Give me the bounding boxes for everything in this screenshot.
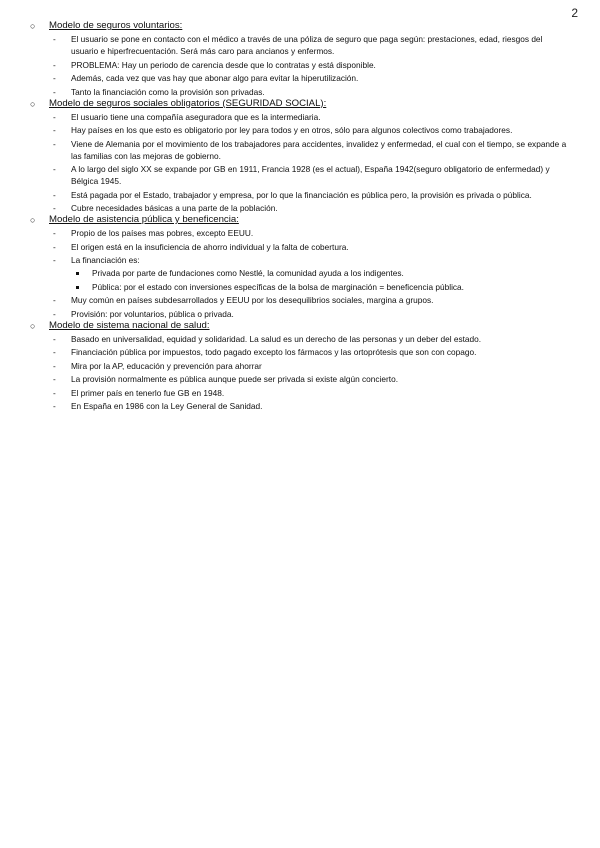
dash-bullet-icon: - bbox=[53, 189, 56, 200]
dash-bullet-icon: - bbox=[53, 360, 56, 371]
circle-bullet-icon: ○ bbox=[30, 98, 36, 109]
section-seguros-sociales bbox=[0, 98, 600, 214]
list-item: - En España en 1986 con la Ley General de Sanidad. bbox=[53, 400, 263, 411]
list-item: - El origen está en la insuficiencia de ahorro individual y la falta de cobertura. bbox=[53, 241, 349, 252]
section-title: Modelo de seguros sociales obligatorios (SEGURIDAD SOCIAL): bbox=[49, 97, 327, 109]
list-item: - La financiación es: bbox=[53, 255, 140, 266]
sub-list-item: Pública: por el estado con inversiones específicas de la bolsa de marginación = beneficencia pública. bbox=[0, 281, 600, 293]
page-number: 2 bbox=[571, 6, 578, 20]
list-item: - Propio de los países mas pobres, excepto EEUU. bbox=[53, 228, 254, 239]
dash-bullet-icon: - bbox=[53, 295, 56, 306]
section-heading bbox=[0, 98, 600, 110]
dash-bullet-icon: - bbox=[53, 125, 56, 136]
list-item: - Además, cada vez que vas hay que abonar algo para evitar la hiperutilización. bbox=[53, 73, 359, 84]
section-sistema-nacional-salud bbox=[0, 320, 600, 412]
circle-bullet-icon: ○ bbox=[30, 214, 36, 225]
dash-bullet-icon: - bbox=[53, 347, 56, 358]
section-heading bbox=[0, 20, 600, 32]
list-item: - Muy común en países subdesarrollados y EEUU por los desequilibrios sociales, margina a grupos. bbox=[53, 295, 434, 306]
dash-bullet-icon: - bbox=[53, 202, 56, 213]
list-item: - El usuario tiene una compañía aseguradora que es la intermediaria. bbox=[53, 111, 321, 122]
list-item: - A lo largo del siglo XX se expande por GB en 1911, Francia 1928 (es el actual), España 1942(seguro obligatorio de enfermedad) y Bélgica 1945. bbox=[53, 164, 550, 187]
dash-bullet-icon: - bbox=[53, 86, 56, 97]
sub-list-container bbox=[0, 267, 600, 292]
dash-bullet-icon: - bbox=[53, 73, 56, 84]
list-item: - Viene de Alemania por el movimiento de los trabajadores para accidentes, invalidez y enfermedad, el cual con el tiempo, se expande a las familias con las mejoras de gobierno. bbox=[53, 138, 567, 161]
document-body bbox=[0, 20, 600, 412]
item-list bbox=[0, 111, 600, 214]
list-item: - Provisión: por voluntarios, pública o privada. bbox=[53, 308, 234, 319]
list-item: - Tanto la financiación como la provisión son privadas. bbox=[53, 86, 265, 97]
dash-bullet-icon: - bbox=[53, 387, 56, 398]
list-item: - Financiación pública por impuestos, todo pagado excepto los fármacos y las ortoprótesis que son con copago. bbox=[53, 347, 477, 358]
circle-bullet-icon: ○ bbox=[30, 320, 36, 331]
list-item: - Cubre necesidades básicas a una parte de la población. bbox=[53, 202, 278, 213]
list-item: - Está pagada por el Estado, trabajador y empresa, por lo que la financiación es pública pero, la provisión es privada o pública. bbox=[53, 189, 532, 200]
sub-list-item: Privada por parte de fundaciones como Nestlé, la comunidad ayuda a los indigentes. bbox=[0, 267, 600, 279]
section-title: Modelo de sistema nacional de salud: bbox=[49, 319, 210, 331]
dash-bullet-icon: - bbox=[53, 255, 56, 266]
list-item: - Hay países en los que esto es obligatorio por ley para todos y en otros, sólo para algunos colectivos como trabajadores. bbox=[53, 125, 513, 136]
dash-bullet-icon: - bbox=[53, 228, 56, 239]
section-seguros-voluntarios bbox=[0, 20, 600, 98]
dash-bullet-icon: - bbox=[53, 164, 56, 175]
dash-bullet-icon: - bbox=[53, 111, 56, 122]
list-item: - El usuario se pone en contacto con el médico a través de una póliza de seguro que paga según: prestaciones, edad, riesgos del usuario e hiperfrecuentación. Será más caro para ancianos y enfermos. bbox=[53, 34, 543, 57]
list-item: - El primer país en tenerlo fue GB en 1948. bbox=[53, 387, 225, 398]
dash-bullet-icon: - bbox=[53, 34, 56, 45]
section-title: Modelo de asistencia pública y beneficencia: bbox=[49, 213, 239, 225]
list-item: - La provisión normalmente es pública aunque puede ser privada si existe algún concierto. bbox=[53, 374, 399, 385]
circle-bullet-icon: ○ bbox=[30, 21, 36, 31]
sub-item-list bbox=[0, 267, 600, 292]
square-bullet-icon bbox=[76, 286, 79, 289]
section-asistencia-publica bbox=[0, 214, 600, 320]
list-item: - Mira por la AP, educación y prevención para ahorrar bbox=[53, 360, 262, 371]
dash-bullet-icon: - bbox=[53, 334, 56, 345]
dash-bullet-icon: - bbox=[53, 59, 56, 70]
section-heading bbox=[0, 320, 600, 332]
item-list bbox=[0, 333, 600, 412]
item-list bbox=[0, 33, 600, 97]
dash-bullet-icon: - bbox=[53, 374, 56, 385]
section-heading bbox=[0, 214, 600, 226]
list-item: - PROBLEMA: Hay un periodo de carencia desde que lo contratas y está disponible. bbox=[53, 59, 376, 70]
dash-bullet-icon: - bbox=[53, 400, 56, 411]
list-item: - Basado en universalidad, equidad y solidaridad. La salud es un derecho de las personas y un deber del estado. bbox=[53, 334, 482, 345]
item-list bbox=[0, 227, 600, 319]
dash-bullet-icon: - bbox=[53, 308, 56, 319]
square-bullet-icon bbox=[76, 272, 79, 275]
dash-bullet-icon: - bbox=[53, 241, 56, 252]
dash-bullet-icon: - bbox=[53, 138, 56, 149]
section-title: Modelo de seguros voluntarios: bbox=[49, 20, 183, 31]
